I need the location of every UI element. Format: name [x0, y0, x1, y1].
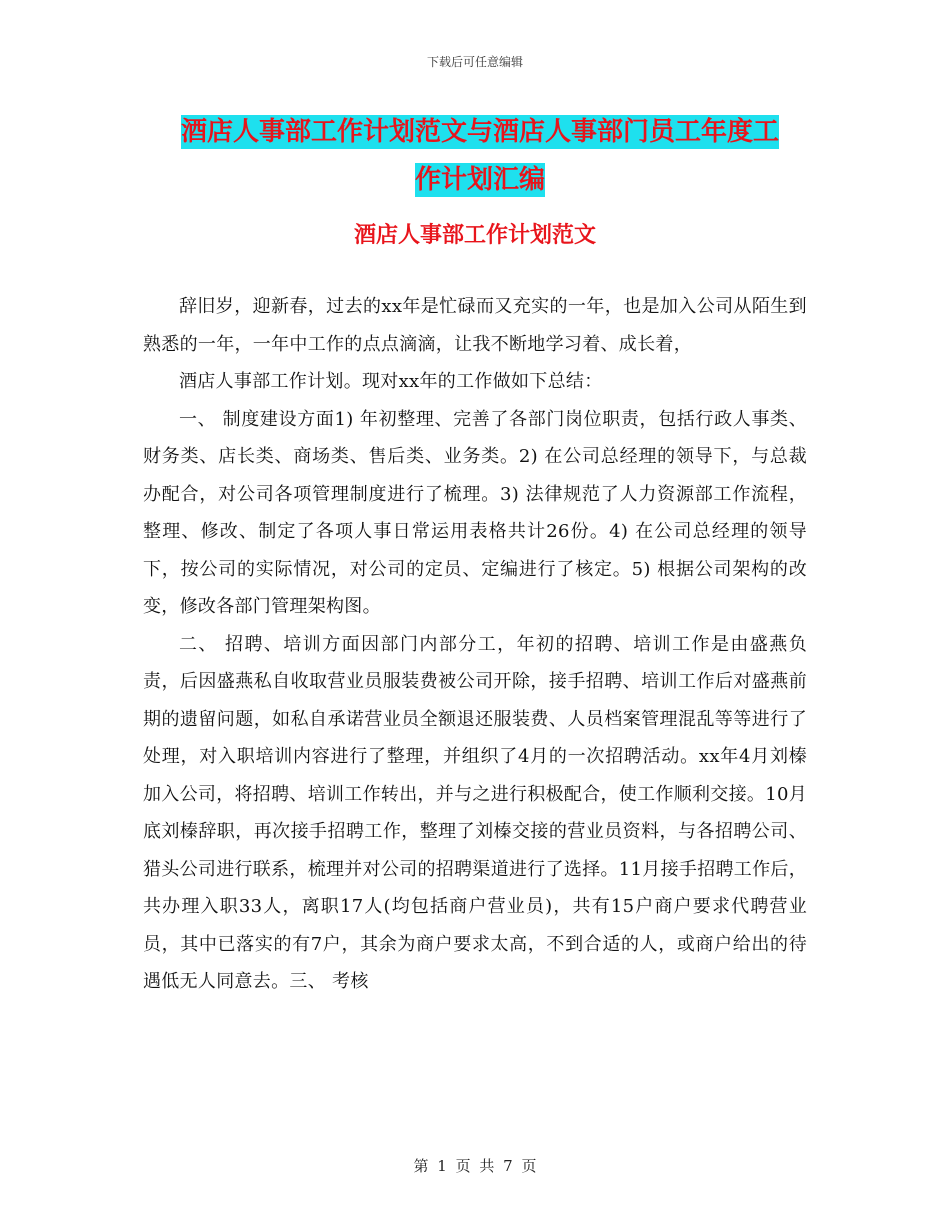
page-header-note: 下载后可任意编辑 [426, 55, 523, 69]
page-number-footer: 第 1 页 共 7 页 [413, 1157, 537, 1175]
section-title: 酒店人事部工作计划范文 [353, 222, 596, 248]
document-title [140, 108, 820, 204]
document-title-line-1: 酒店人事部工作计划范文与酒店人事部门员工年度工 [180, 117, 779, 147]
document-title-line-2: 作计划汇编 [414, 165, 545, 195]
paragraph-intro: 辞旧岁，迎新春，过去的xx年是忙碌而又充实的一年，也是加入公司从陌生到熟悉的一年，一年中工作的点点滴滴，让我不断地学习着、成长着， [143, 296, 807, 355]
paragraph-summary-lead: 酒店人事部工作计划。现对xx年的工作做如下总结： [179, 371, 603, 392]
document-body [143, 288, 807, 1001]
paragraph-recruitment-training: 二、 招聘、培训方面因部门内部分工，年初的招聘、培训工作是由盛燕负责，后因盛燕私自收取营业员服装费被公司开除，接手招聘、培训工作后对盛燕前期的遗留问题，如私自承诺营业员全额退还服装费、人员档案管理混乱等等进行了处理，对入职培训内容进行了整理，并组织了4月的一次招聘活动。xx年4月刘榛加入公司，将招聘、培训工作转出，并与之进行积极配合，使工作顺利交接。10月底刘榛辞职，再次接手招聘工作，整理了刘榛交接的营业员资料，与各招聘公司、猎头公司进行联系，梳理并对公司的招聘渠道进行了选择。11月接手招聘工作后，共办理入职33人，离职17人(均包括商户营业员)，共有15户商户要求代聘营业员，其中已落实的有7户，其余为商户要求太高，不到合适的人，或商户给出的待遇低无人同意去。三、 考核 [143, 633, 808, 992]
paragraph-system-building: 一、 制度建设方面1) 年初整理、完善了各部门岗位职责，包括行政人事类、财务类、店长类、商场类、售后类、业务类。2) 在公司总经理的领导下，与总裁办配合，对公司各项管理制度进行了梳理。3) 法律规范了人力资源部工作流程，整理、修改、制定了各项人事日常运用表格共计26份。4) 在公司总经理的领导下，按公司的实际情况，对公司的定员、定编进行了核定。5) 根据公司架构的改变，修改各部门管理架构图。 [143, 408, 807, 617]
